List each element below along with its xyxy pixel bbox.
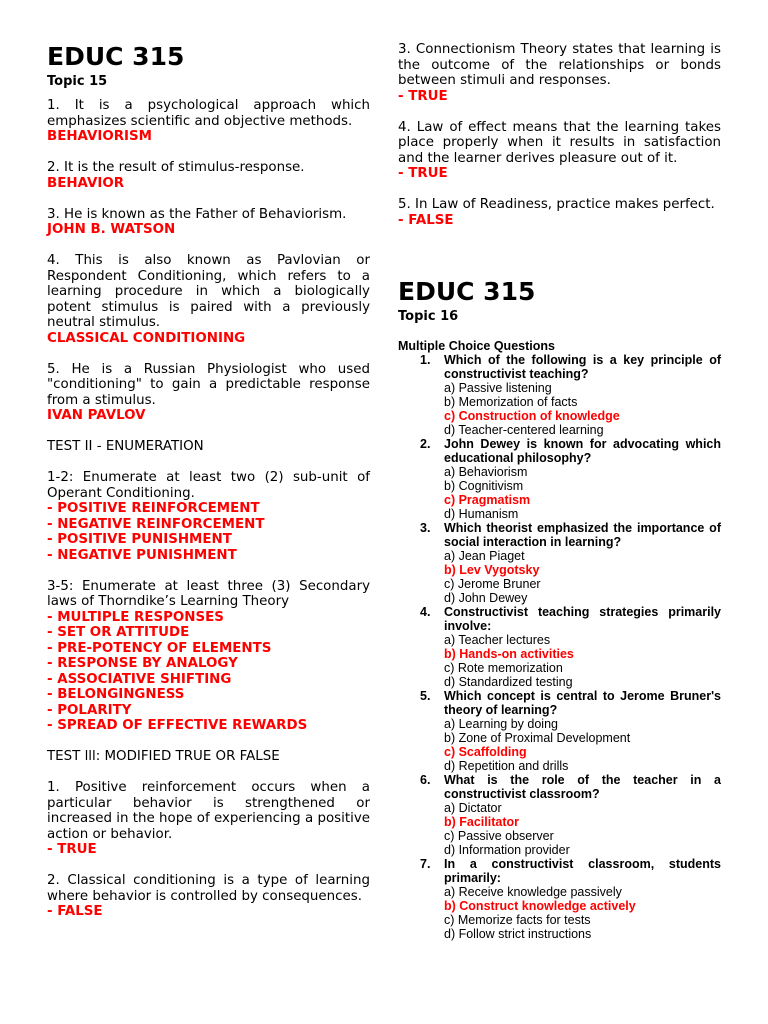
mcq-item xyxy=(398,437,721,521)
mcq-number: 6. xyxy=(420,772,431,787)
mcq-option: d) Teacher-centered learning xyxy=(444,422,604,437)
question-block xyxy=(47,207,370,238)
answer-line: - POSITIVE REINFORCEMENT xyxy=(47,501,260,516)
question-text: 1. Positive reinforcement occurs when a particular behavior is strengthened or increased in the hope of experiencing a positive action or behavior. xyxy=(47,780,370,842)
mcq-option-correct: c) Construction of knowledge xyxy=(444,408,620,423)
question-block xyxy=(47,362,370,424)
mcq-question: In a constructivist classroom, students primarily: xyxy=(444,856,721,885)
mcq-option: b) Memorization of facts xyxy=(444,394,578,409)
answer-line: - PRE-POTENCY OF ELEMENTS xyxy=(47,640,272,656)
test2-heading: TEST II - ENUMERATION xyxy=(47,439,204,454)
mcq-option: a) Learning by doing xyxy=(444,716,558,731)
question-text: 3-5: Enumerate at least three (3) Secondary laws of Thorndike’s Learning Theory xyxy=(47,578,370,609)
mcq-option: c) Passive observer xyxy=(444,828,554,843)
question-text: 5. In Law of Readiness, practice makes perfect. xyxy=(398,197,715,212)
test3-heading-block xyxy=(47,749,370,765)
enumeration-block xyxy=(47,579,370,734)
question-text: 5. He is a Russian Physiologist who used "conditioning" to gain a predictable response from a stimulus. xyxy=(47,361,370,408)
answer-text: - TRUE xyxy=(398,88,448,104)
mcq-question: Which concept is central to Jerome Bruner's theory of learning? xyxy=(444,688,721,717)
question-text: 3. He is known as the Father of Behaviorism. xyxy=(47,206,347,222)
mcq-list xyxy=(398,353,721,941)
mcq-option: b) Zone of Proximal Development xyxy=(444,730,631,745)
mcq-option: d) John Dewey xyxy=(444,590,528,605)
answer-text: JOHN B. WATSON xyxy=(47,222,176,237)
topic15-subtitle: Topic 15 xyxy=(47,74,108,89)
answer-line: - BELONGINGNESS xyxy=(47,687,185,702)
answer-line: - ASSOCIATIVE SHIFTING xyxy=(47,671,232,687)
question-text: 3. Connectionism Theory states that learning is the outcome of the relationships or bonds between stimuli and responses. xyxy=(398,42,721,88)
mcq-option: a) Teacher lectures xyxy=(444,632,551,647)
spacer xyxy=(398,244,721,275)
answer-line: - RESPONSE BY ANALOGY xyxy=(47,656,238,671)
answer-text: IVAN PAVLOV xyxy=(47,408,146,423)
answer-text: - TRUE xyxy=(47,842,97,857)
mcq-option: c) Memorize facts for tests xyxy=(444,912,591,927)
mcq-option-correct: c) Pragmatism xyxy=(444,492,531,507)
mcq-item xyxy=(398,857,721,941)
answer-text: BEHAVIOR xyxy=(47,175,125,191)
mcq-option: a) Dictator xyxy=(444,800,502,815)
mcq-option: d) Information provider xyxy=(444,842,570,857)
enumeration-block xyxy=(47,470,370,563)
answer-line: - POSITIVE PUNISHMENT xyxy=(47,532,232,547)
mcq-option: d) Standardized testing xyxy=(444,674,573,689)
mcq-number: 5. xyxy=(420,688,431,703)
answer-line: - NEGATIVE PUNISHMENT xyxy=(47,547,237,563)
mcq-heading: Multiple Choice Questions xyxy=(398,338,555,353)
question-block xyxy=(47,253,370,346)
true-false-block xyxy=(47,873,370,920)
mcq-option-correct: b) Lev Vygotsky xyxy=(444,562,540,577)
mcq-option: d) Repetition and drills xyxy=(444,758,569,773)
mcq-number: 2. xyxy=(420,436,431,451)
right-column xyxy=(398,42,721,941)
question-text: 2. Classical conditioning is a type of learning where behavior is controlled by consequences. xyxy=(47,873,370,904)
test2-heading-block xyxy=(47,439,370,455)
mcq-number: 1. xyxy=(420,352,431,367)
true-false-block xyxy=(398,197,721,228)
answer-text: - FALSE xyxy=(398,212,454,228)
mcq-item xyxy=(398,353,721,437)
mcq-number: 3. xyxy=(420,520,431,535)
answer-text: - FALSE xyxy=(47,904,103,919)
mcq-option: d) Humanism xyxy=(444,506,519,521)
mcq-question: Which theorist emphasized the importance of social interaction in learning? xyxy=(444,520,721,549)
mcq-option: a) Behaviorism xyxy=(444,464,528,479)
mcq-option: d) Follow strict instructions xyxy=(444,926,592,941)
question-text: 2. It is the result of stimulus-response. xyxy=(47,160,305,175)
mcq-item xyxy=(398,521,721,605)
answer-text: - TRUE xyxy=(398,166,448,181)
question-block xyxy=(47,98,370,145)
mcq-question: Which of the following is a key principle of constructivist teaching? xyxy=(444,352,721,381)
test3-heading: TEST lll: MODIFIED TRUE OR FALSE xyxy=(47,749,280,764)
answer-line: - MULTIPLE RESPONSES xyxy=(47,609,224,625)
question-block xyxy=(47,160,370,191)
mcq-option-correct: c) Scaffolding xyxy=(444,744,527,759)
mcq-option-correct: b) Hands-on activities xyxy=(444,646,574,661)
mcq-number: 7. xyxy=(420,856,431,871)
answer-text: BEHAVIORISM xyxy=(47,129,153,144)
mcq-option: c) Rote memorization xyxy=(444,660,563,675)
answer-line: - NEGATIVE REINFORCEMENT xyxy=(47,516,265,532)
mcq-option: a) Jean Piaget xyxy=(444,548,525,563)
topic16-subtitle: Topic 16 xyxy=(398,308,459,324)
mcq-option: a) Passive listening xyxy=(444,380,552,395)
mcq-item xyxy=(398,773,721,857)
mcq-option: a) Receive knowledge passively xyxy=(444,884,622,899)
mcq-number: 4. xyxy=(420,604,431,619)
question-text: 4. Law of effect means that the learning takes place properly when it results in satisfaction and the learner derives pleasure out of it. xyxy=(398,119,721,166)
mcq-item xyxy=(398,689,721,773)
topic15-title: EDUC 315 xyxy=(47,42,185,71)
mcq-option-correct: b) Construct knowledge actively xyxy=(444,898,636,913)
true-false-block xyxy=(398,42,721,104)
mcq-option: c) Jerome Bruner xyxy=(444,576,541,591)
mcq-question: Constructivist teaching strategies primarily involve: xyxy=(444,604,721,633)
answer-text: CLASSICAL CONDITIONING xyxy=(47,330,246,346)
question-text: 4. This is also known as Pavlovian or Respondent Conditioning, which refers to a learning procedure in which a biologically potent stimulus is paired with a previously neutral stimulus. xyxy=(47,253,370,330)
topic16-title: EDUC 315 xyxy=(398,276,536,306)
true-false-block xyxy=(398,120,721,182)
answer-line: - SET OR ATTITUDE xyxy=(47,625,190,640)
mcq-question: What is the role of the teacher in a constructivist classroom? xyxy=(444,772,721,801)
true-false-block xyxy=(47,780,370,858)
mcq-option: b) Cognitivism xyxy=(444,478,524,493)
question-text: 1. It is a psychological approach which emphasizes scientific and objective methods. xyxy=(47,98,370,129)
mcq-item xyxy=(398,605,721,689)
left-column xyxy=(47,40,370,935)
mcq-option-correct: b) Facilitator xyxy=(444,814,520,829)
answer-line: - SPREAD OF EFFECTIVE REWARDS xyxy=(47,718,308,733)
question-text: 1-2: Enumerate at least two (2) sub-unit of Operant Conditioning. xyxy=(47,470,370,501)
mcq-question: John Dewey is known for advocating which educational philosophy? xyxy=(444,436,721,465)
answer-line: - POLARITY xyxy=(47,702,132,718)
